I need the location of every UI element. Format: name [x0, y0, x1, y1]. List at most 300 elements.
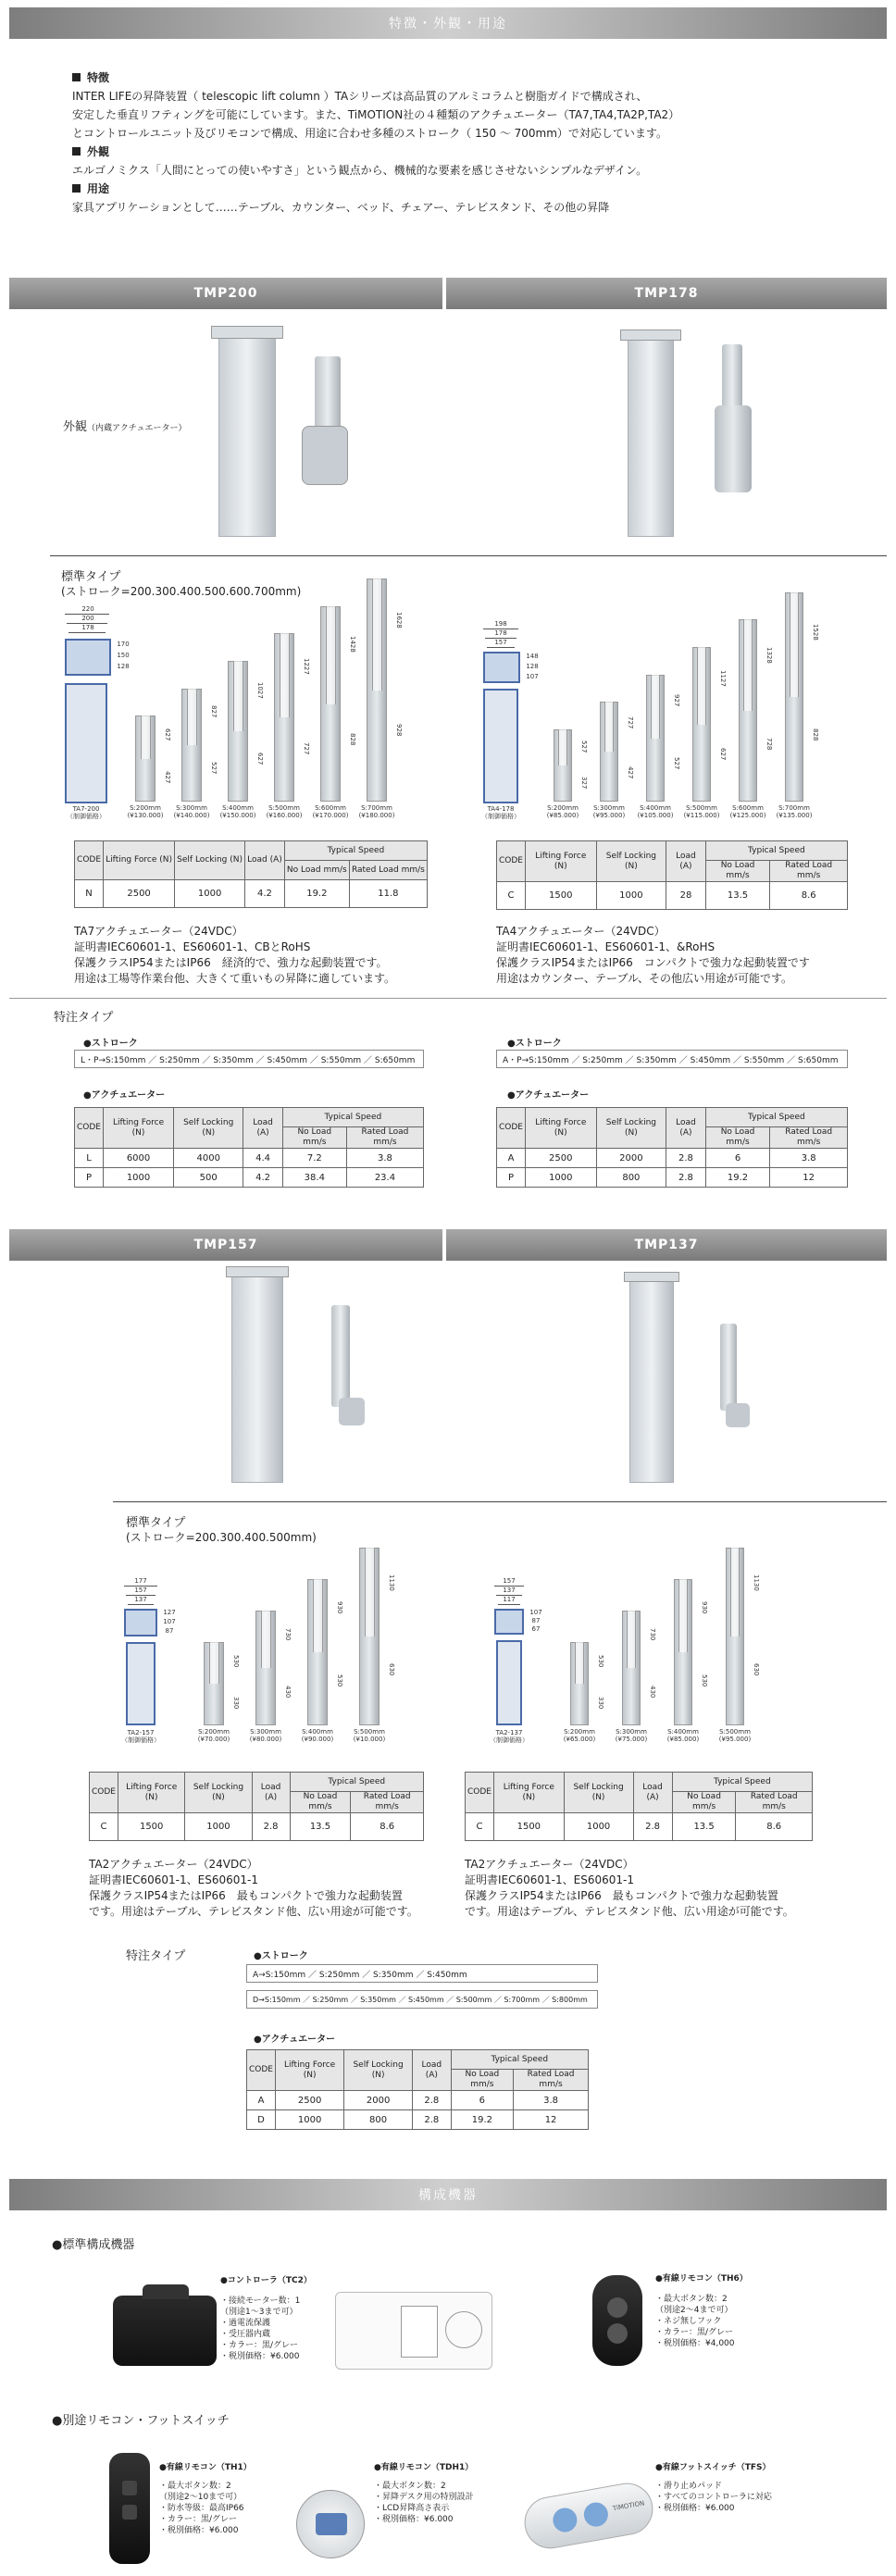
- tfs-line: ・滑り止めパッド: [655, 2482, 723, 2491]
- front-view-drawing: [126, 1642, 156, 1725]
- th-rated-load: Rated Load mm/s: [736, 1792, 813, 1813]
- stroke-price-label: [244, 1728, 287, 1743]
- th-self-locking: Self Locking (N): [174, 1108, 243, 1149]
- down-button-icon: [122, 2505, 137, 2520]
- inner-column-drawing: [313, 1579, 323, 1652]
- square-bullet-icon: [72, 184, 81, 193]
- cell: 2500: [276, 2091, 344, 2110]
- total-height-label: 730: [649, 1627, 656, 1640]
- side-dims: [113, 639, 133, 676]
- cell: 8.6: [770, 882, 848, 910]
- dim-line: [126, 1587, 156, 1596]
- dim-line: [494, 1577, 524, 1587]
- cell: 500: [174, 1168, 243, 1188]
- inner-column-drawing: [372, 579, 382, 691]
- dim-label: 150: [117, 652, 130, 659]
- cell: 19.2: [705, 1168, 770, 1188]
- stroke-box: A→S:150mm ／ S:250mm ／ S:350mm ／ S:450mm: [246, 1964, 598, 1983]
- th-rated-load: Rated Load mm/s: [514, 2070, 589, 2091]
- th6-line: ・税別価格：¥4,000: [655, 2339, 735, 2348]
- inner-column-drawing: [558, 729, 567, 765]
- dim-label: 198: [494, 620, 507, 628]
- drawing-circle: [445, 2311, 482, 2348]
- stroke-label: S:400mm: [640, 804, 671, 812]
- cell: P: [75, 1168, 104, 1188]
- dim-label: 107: [529, 1609, 542, 1616]
- controller-top-image: [143, 2284, 189, 2299]
- base-model-sub: （制御価格）: [121, 1736, 160, 1744]
- stroke-box: L・P→S:150mm ／ S:250mm ／ S:350mm ／ S:450mm ／ S:550mm ／ S:650mm: [74, 1050, 424, 1068]
- th1-title: ●有線リモコン（TH1）: [159, 2463, 252, 2472]
- front-view-drawing: [496, 1640, 522, 1725]
- dim-label: 87: [531, 1617, 541, 1624]
- th6-line: ・カラー：黒/グレー: [655, 2328, 734, 2337]
- stroke-heading: ●ストローク: [83, 1039, 138, 1049]
- stroke-price-label: [635, 804, 676, 819]
- tc2-line: ・過電流保護: [220, 2319, 271, 2328]
- cell: 8.6: [351, 1813, 424, 1841]
- th6-title: ●有線リモコン（TH6）: [655, 2274, 748, 2284]
- note-line: 保護クラスIP54またはIP66 最もコンパクトで強力な起動装置: [89, 1889, 403, 1902]
- th-self-locking: Self Locking (N): [185, 1773, 252, 1813]
- th1-line: ・最大ボタン数：2: [159, 2482, 231, 2491]
- dim-label: 67: [531, 1625, 541, 1633]
- dim-label: 107: [163, 1618, 176, 1625]
- price-label: (¥170.000): [312, 812, 349, 819]
- base-model-code: TA2-157: [127, 1729, 155, 1736]
- th-no-load: No Load mm/s: [672, 1792, 736, 1813]
- dim-label: 107: [526, 673, 539, 680]
- inner-column-drawing: [209, 1642, 219, 1684]
- height-label: 330: [597, 1696, 604, 1709]
- height-label: 427: [627, 766, 634, 779]
- dim-label: 170: [117, 641, 130, 648]
- cell: 1000: [526, 1168, 597, 1188]
- th1-info: [159, 2462, 252, 2536]
- tmp200-title: TMP200: [193, 286, 258, 301]
- th-load: Load (A): [666, 841, 706, 882]
- total-height-label: 930: [336, 1600, 343, 1614]
- side-dims: [159, 1609, 180, 1636]
- cell: C: [466, 1813, 494, 1841]
- stroke-box: A・P→S:150mm ／ S:250mm ／ S:350mm ／ S:450mm ／ S:550mm ／ S:650mm: [496, 1050, 848, 1068]
- price-label: (¥95.000): [592, 812, 626, 819]
- cell: 2.8: [666, 1149, 706, 1168]
- cell: 1000: [564, 1813, 633, 1841]
- cell: 2000: [344, 2091, 413, 2110]
- stroke-box: D→S:150mm ／ S:250mm ／ S:350mm ／ S:450mm ／ S:500mm ／ S:700mm ／ S:800mm: [246, 1990, 598, 2009]
- usage-heading: 用途: [87, 182, 110, 195]
- cell: A: [497, 1149, 526, 1168]
- stroke-price-label: [611, 1728, 652, 1743]
- cell: 2.8: [666, 1168, 706, 1188]
- stroke-label: S:500mm: [354, 1728, 385, 1736]
- base-model-sub: （制御価格）: [481, 813, 520, 820]
- tfs-line: ・すべてのコントローラに対応: [655, 2493, 772, 2502]
- th-no-load: No Load mm/s: [451, 2070, 513, 2091]
- stroke-label: S:600mm: [315, 804, 346, 812]
- divider: [113, 1501, 887, 1502]
- stroke-label: S:200mm: [547, 804, 579, 812]
- cell: 2.8: [412, 2110, 451, 2130]
- height-label: 330: [232, 1696, 240, 1709]
- th-rated-load: Rated Load mm/s: [770, 1127, 848, 1149]
- stroke-price-label: [681, 804, 722, 819]
- stroke-label: S:400mm: [222, 804, 254, 812]
- appearance-line: エルゴノミクス「人間にとっての使いやすさ」という観点から、機械的な要素を感じさせないシンプルなデザイン。: [72, 164, 648, 177]
- dim-line: [124, 1577, 157, 1587]
- th-typical-speed: Typical Speed: [705, 1108, 847, 1127]
- actuator-heading: ●アクチュエーター: [83, 1090, 166, 1101]
- th-lifting-force: Lifting Force (N): [526, 841, 597, 882]
- stroke-price-label: [355, 804, 398, 819]
- feature-line: INTER LIFEの昇降装置（ telescopic lift column ）TAシリーズは高品質のアルミコラムと樹脂ガイドで構成され、: [72, 90, 648, 103]
- top-view-drawing: [124, 1609, 157, 1636]
- dim-label: 137: [503, 1587, 516, 1594]
- stroke-price-label: [542, 804, 583, 819]
- th-typical-speed: Typical Speed: [290, 1773, 423, 1792]
- dim-label: 128: [117, 663, 130, 670]
- outer-label-text: 外観: [63, 420, 88, 434]
- th-typical-speed: Typical Speed: [451, 2050, 588, 2070]
- pedal-button-icon: [551, 2506, 579, 2533]
- th-load: Load (A): [666, 1108, 706, 1149]
- note-line: 用途はカウンター、テーブル、その他広い用途が可能です。: [496, 972, 793, 985]
- th1-line: ・防水等級：最高IP66: [159, 2504, 244, 2513]
- dim-label: 148: [526, 653, 539, 660]
- tmp137-notes: [465, 1857, 794, 1920]
- divider: [9, 998, 887, 999]
- tmp157-notes: [89, 1857, 418, 1920]
- cell: 11.8: [349, 880, 427, 908]
- tmp157-top-plate: [226, 1266, 289, 1277]
- cell: 13.5: [672, 1813, 736, 1841]
- height-label: 527: [210, 762, 218, 775]
- tmp137-column-image: [629, 1276, 674, 1483]
- price-label: (¥130.000): [127, 812, 164, 819]
- th-load: Load (A): [245, 841, 285, 880]
- cell: 7.2: [282, 1149, 346, 1168]
- actuator-motor-image: [726, 1403, 750, 1427]
- stroke-price-label: [170, 804, 213, 819]
- stroke-price-label: [774, 804, 815, 819]
- stroke-label: S:600mm: [732, 804, 764, 812]
- cell: 1000: [276, 2110, 344, 2130]
- tdh1-info: [374, 2462, 474, 2525]
- top-view-drawing: [483, 652, 520, 683]
- th6-line: （別途2～4まで可）: [655, 2306, 733, 2315]
- note-line: TA7アクチュエーター（24VDC）: [74, 925, 243, 938]
- th-lifting-force: Lifting Force (N): [118, 1773, 185, 1813]
- cell: 2500: [104, 880, 175, 908]
- cell: 13.5: [705, 882, 770, 910]
- base-model: [56, 805, 117, 820]
- tmp137-top-plate: [624, 1272, 679, 1282]
- dim-label: 177: [134, 1577, 147, 1585]
- price-label: (¥180.000): [358, 812, 395, 819]
- cell: 1000: [104, 1168, 174, 1188]
- note-line: 証明書IEC60601-1、ES60601-1、CBとRoHS: [74, 940, 311, 953]
- cell: 1000: [596, 882, 666, 910]
- cell: 38.4: [282, 1168, 346, 1188]
- cell: 2000: [596, 1149, 666, 1168]
- height-label: 727: [303, 742, 310, 755]
- th-typical-speed: Typical Speed: [705, 841, 847, 861]
- total-height-label: 1130: [753, 1574, 760, 1591]
- stroke-price-label: [309, 804, 352, 819]
- stroke-price-label: [663, 1728, 703, 1743]
- height-label: 828: [349, 733, 356, 746]
- cell: 1500: [494, 1813, 565, 1841]
- price-label: (¥10.000): [353, 1736, 386, 1743]
- tmp178-title: TMP178: [634, 286, 699, 301]
- dim-label: 137: [134, 1596, 147, 1603]
- dim-label: 117: [503, 1596, 516, 1603]
- total-height-label: 1328: [765, 646, 773, 664]
- std-parts-heading: ●標準構成機器: [52, 2238, 135, 2252]
- tc2-line: ・カラー：黒/グレー: [220, 2341, 299, 2350]
- feature-line: 安定した垂直リフティングを可能にしています。また、TiMOTION社の４種類のアクチュエーター（TA7,TA4,TA2P,TA2）: [72, 108, 680, 121]
- special-title: 特注タイプ: [126, 1949, 186, 1963]
- actuator-heading: ●アクチュエーター: [254, 2035, 336, 2045]
- th-no-load: No Load mm/s: [705, 1127, 770, 1149]
- tmp137-title: TMP137: [634, 1238, 699, 1252]
- cell: 4.2: [243, 1168, 282, 1188]
- base-model: [111, 1729, 170, 1744]
- tmp178-spec-table: [496, 840, 848, 910]
- th-load: Load (A): [412, 2050, 451, 2091]
- dim-label: 157: [494, 639, 507, 646]
- cell: 4.2: [245, 880, 285, 908]
- height-label: 527: [673, 757, 680, 770]
- dim-label: 200: [81, 615, 94, 622]
- stroke-heading: ●ストローク: [507, 1039, 562, 1049]
- cell: 800: [596, 1168, 666, 1188]
- top-view-drawing: [65, 639, 111, 676]
- tmp200-notes: [74, 924, 395, 987]
- side-dims: [526, 1609, 546, 1635]
- tmp137-header: [446, 1229, 887, 1261]
- section-title: 特徴・外観・用途: [389, 17, 507, 31]
- actuator-image: [720, 1324, 737, 1411]
- cell: 3.8: [514, 2091, 589, 2110]
- feature-heading: 特徴: [87, 71, 110, 84]
- divider: [50, 555, 887, 556]
- actuator-image: [315, 356, 341, 430]
- price-label: (¥70.000): [197, 1736, 230, 1743]
- stroke-label: S:300mm: [593, 804, 625, 812]
- inner-column-drawing: [743, 619, 753, 711]
- stroke-label: S:500mm: [719, 1728, 751, 1736]
- cell: N: [75, 880, 104, 908]
- price-label: (¥95.000): [718, 1736, 752, 1743]
- lcd-display-icon: [316, 2513, 347, 2535]
- cell: 6: [451, 2091, 513, 2110]
- height-label: 627: [719, 747, 727, 760]
- inner-column-drawing: [790, 592, 799, 697]
- th-typical-speed: Typical Speed: [282, 1108, 423, 1127]
- dim-line: [485, 629, 516, 639]
- features-text: [72, 68, 877, 217]
- tdh1-line: ・LCD昇降高さ表示: [374, 2504, 450, 2513]
- stroke-price-label: [263, 804, 305, 819]
- up-button-icon: [122, 2481, 137, 2495]
- tc2-line: ・接続モーター数：1: [220, 2296, 301, 2306]
- cell: 3.8: [346, 1149, 423, 1168]
- tdh1-remote-image: [296, 2490, 365, 2558]
- th-code: CODE: [75, 1108, 104, 1149]
- total-height-label: 730: [284, 1627, 292, 1640]
- dim-label: 178: [81, 624, 94, 631]
- cell: 8.6: [736, 1813, 813, 1841]
- dim-label: 127: [163, 1609, 176, 1616]
- cell: 2.8: [633, 1813, 672, 1841]
- th-no-load: No Load mm/s: [705, 861, 770, 882]
- inner-column-drawing: [141, 716, 151, 759]
- inner-column-drawing: [326, 606, 336, 704]
- th-load: Load (A): [252, 1773, 290, 1813]
- price-label: (¥135.000): [776, 812, 813, 819]
- cell: 2.8: [252, 1813, 290, 1841]
- th6-remote-image: [592, 2275, 642, 2366]
- inner-column-drawing: [575, 1642, 584, 1684]
- dim-line: [483, 620, 518, 629]
- cell: 28: [666, 882, 706, 910]
- stroke-heading: ●ストローク: [254, 1951, 308, 1961]
- th1-line: ・カラー：黒/グレー: [159, 2515, 238, 2524]
- th-rated-load: Rated Load mm/s: [349, 861, 427, 880]
- height-label: 928: [395, 723, 403, 737]
- actuator-image: [722, 344, 742, 409]
- stroke-label: S:300mm: [250, 1728, 281, 1736]
- th-no-load: No Load mm/s: [282, 1127, 346, 1149]
- cell: 800: [344, 2110, 413, 2130]
- tfs-footswitch-image: [520, 2479, 657, 2552]
- usage-line: 家具アプリケーションとして……テーブル、カウンター、ベッド、チェアー、テレビスタンド、その他の昇降: [72, 201, 610, 214]
- cell: P: [497, 1168, 526, 1188]
- inner-column-drawing: [604, 702, 614, 752]
- square-bullet-icon: [72, 147, 81, 156]
- feature-line: とコントロールユニット及びリモコンで構成、用途に合わせ多種のストローク（ 150 ～ 700mm）で対応しています。: [72, 127, 667, 140]
- front-view-drawing: [483, 689, 518, 803]
- special-title: 特注タイプ: [54, 1011, 114, 1025]
- dim-label: 157: [503, 1577, 516, 1585]
- base-model-sub: （制御価格）: [490, 1736, 529, 1744]
- price-label: (¥85.000): [666, 1736, 700, 1743]
- price-label: (¥125.000): [729, 812, 766, 819]
- note-line: 用途は工場等作業台他、大きくて重いもの昇降に適しています。: [74, 972, 396, 985]
- actuator-image: [331, 1305, 350, 1407]
- base-model: [470, 805, 531, 820]
- total-height-label: 1127: [719, 670, 727, 687]
- cell: 19.2: [284, 880, 349, 908]
- height-label: 530: [701, 1674, 708, 1687]
- stroke-label: S:300mm: [616, 1728, 647, 1736]
- th-rated-load: Rated Load mm/s: [351, 1792, 424, 1813]
- tmp200-header: [9, 278, 442, 309]
- tfs-line: ・税別価格：¥6.000: [655, 2504, 735, 2513]
- th-lifting-force: Lifting Force (N): [494, 1773, 565, 1813]
- stroke-label: S:200mm: [130, 804, 161, 812]
- height-label: 728: [765, 738, 773, 751]
- stroke-price-label: [715, 1728, 755, 1743]
- note-line: 保護クラスIP54またはIP66 経済的で、強力な起動装置です。: [74, 956, 388, 969]
- pedal-button-icon: [582, 2501, 610, 2529]
- total-height-label: 827: [210, 705, 218, 718]
- actuator-motor-image: [715, 405, 752, 492]
- tc2-title: ●コントローラ（TC2）: [220, 2276, 312, 2285]
- brand-logo: TiMOTION: [612, 2499, 645, 2513]
- cell: 2.8: [412, 2091, 451, 2110]
- special2-table: [246, 2049, 589, 2130]
- dim-line: [65, 605, 109, 615]
- actuator-motor-image: [339, 1398, 365, 1425]
- cell: D: [247, 2110, 276, 2130]
- cell: C: [90, 1813, 118, 1841]
- total-height-label: 1227: [303, 658, 310, 676]
- section-title: 構成機器: [418, 2188, 478, 2203]
- stroke-label: S:700mm: [778, 804, 810, 812]
- square-bullet-icon: [72, 73, 81, 81]
- down-button-icon: [607, 2323, 628, 2344]
- stroke-label: S:500mm: [686, 804, 717, 812]
- actuator-motor-image: [302, 426, 348, 485]
- th-lifting-force: Lifting Force (N): [104, 1108, 174, 1149]
- total-height-label: 930: [701, 1600, 708, 1614]
- price-label: (¥65.000): [563, 1736, 596, 1743]
- section-header-parts: [9, 2179, 887, 2210]
- tc2-line: （別途1～3まで可）: [220, 2308, 298, 2317]
- tdh1-line: ・昇降デスク用の特別設計: [374, 2493, 474, 2502]
- tmp157-column-image: [231, 1270, 283, 1483]
- base-model-sub: （制御価格）: [67, 813, 106, 820]
- th-self-locking: Self Locking (N): [564, 1773, 633, 1813]
- tmp200-top-plate: [211, 326, 283, 339]
- inner-column-drawing: [187, 689, 197, 745]
- stroke-label: S:200mm: [564, 1728, 595, 1736]
- height-label: 627: [256, 752, 264, 765]
- inner-column-drawing: [261, 1611, 271, 1668]
- cell: 12: [770, 1168, 848, 1188]
- th-load: Load (A): [633, 1773, 672, 1813]
- note-line: 保護クラスIP54またはIP66 最もコンパクトで強力な起動装置: [465, 1889, 778, 1902]
- th-self-locking: Self Locking (N): [596, 841, 666, 882]
- inner-column-drawing: [678, 1579, 688, 1652]
- tc2-line: ・受圧器内蔵: [220, 2330, 271, 2339]
- stroke-label: S:400mm: [667, 1728, 699, 1736]
- inner-column-drawing: [697, 647, 706, 725]
- stroke-price-label: [589, 804, 629, 819]
- note-line: 証明書IEC60601-1、ES60601-1、&RoHS: [496, 940, 716, 953]
- th-code: CODE: [247, 2050, 276, 2091]
- total-height-label: 1130: [388, 1574, 395, 1591]
- th6-info: [655, 2273, 748, 2349]
- section-header-features: [9, 7, 887, 39]
- tmp178-header: [446, 278, 887, 309]
- stroke-label: S:500mm: [268, 804, 300, 812]
- std-title: 標準タイプ: [126, 1516, 186, 1530]
- outer-sub-text: （内蔵アクチュエーター）: [87, 424, 187, 433]
- th-no-load: No Load mm/s: [284, 861, 349, 880]
- tmp200-spec-table: [74, 840, 428, 908]
- th-code: CODE: [75, 841, 104, 880]
- cell: 13.5: [290, 1813, 351, 1841]
- tc2-line: ・税別価格：¥6.000: [220, 2352, 300, 2361]
- stroke-price-label: [296, 1728, 339, 1743]
- cell: 3.8: [770, 1149, 848, 1168]
- optional-parts-heading: ●別途リモコン・フットスイッチ: [52, 2414, 230, 2428]
- cell: L: [75, 1149, 104, 1168]
